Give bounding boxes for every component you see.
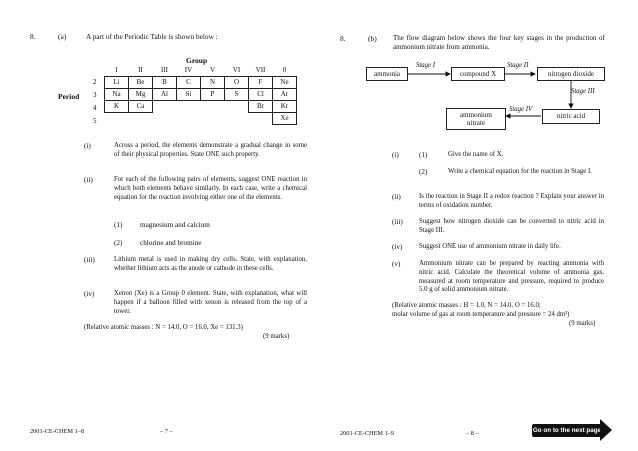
element-cell: O xyxy=(225,76,249,88)
group-header: I xyxy=(115,66,118,75)
subitem-label: (2) xyxy=(419,168,428,176)
element-cell: S xyxy=(225,88,249,100)
item-label: (i) xyxy=(84,142,91,150)
item-text: Suggest how nitrogen dioxide can be converted to nitric acid in Stage III. xyxy=(419,218,604,234)
atomic-masses: (Relative atomic masses : H = 1.0, N = 14.0, O = 16.0; xyxy=(392,302,541,309)
item-label: (i) xyxy=(392,151,399,159)
group-header: 0 xyxy=(282,66,287,75)
element-cell: Ne xyxy=(273,76,297,88)
element-cell: P xyxy=(201,88,225,100)
ammonium-nitrate-line2: nitrate xyxy=(467,119,485,127)
element-cell: Xe xyxy=(273,112,297,124)
period-number: 3 xyxy=(93,91,97,99)
group-header: V xyxy=(209,66,216,75)
footer-code: 2001-CE-CHEM 1–8 xyxy=(30,428,85,435)
atomic-masses: (Relative atomic masses : N = 14.0, O = 16.0, Xe = 131.3) xyxy=(84,324,243,331)
item-label: (ii) xyxy=(84,176,93,184)
next-page-button[interactable]: Go on to the next page xyxy=(532,424,602,437)
compound-x-box: compound X xyxy=(451,67,505,81)
element-cell: Si xyxy=(177,88,201,100)
item-text: Xenon (Xe) is a Group 0 element. State, with explanation, what will happen if a balloon filled with xenon is released from the top of a tower. xyxy=(114,290,307,315)
group-header: VI xyxy=(232,66,241,75)
footer-page: – 8 – xyxy=(466,430,479,437)
item-text: Across a period, the elements demonstrate a gradual change in some of their physical properties. State ONE such property. xyxy=(114,142,307,158)
item-label: (iv) xyxy=(392,243,403,251)
nitrogen-dioxide-box: nitrogen dioxide xyxy=(537,67,605,81)
element-cell: F xyxy=(249,76,273,88)
element-cell: Li xyxy=(105,76,129,88)
subitem-label: (1) xyxy=(419,151,428,159)
footer-page: – 7 – xyxy=(160,428,173,435)
element-cell: K xyxy=(105,100,129,112)
element-cell: Br xyxy=(249,100,273,112)
subitem-text: magnesium and calcium xyxy=(140,221,210,229)
part-label: (b) xyxy=(368,34,377,43)
intro-text: The flow diagram below shows the four key stages in the production of ammonium nitrate from ammonia. xyxy=(393,34,605,52)
item-text: Is the reaction in Stage II a redox reaction ? Explain your answer in terms of oxidation number. xyxy=(419,193,604,209)
ammonium-nitrate-box xyxy=(446,108,506,130)
ammonia-box: ammonia xyxy=(366,67,408,81)
subitem-label: (2) xyxy=(114,239,123,247)
ammonium-nitrate-line1: ammonium xyxy=(460,110,492,119)
group-header: VII xyxy=(255,66,266,75)
element-cell: Cl xyxy=(249,88,273,100)
element-cell: B xyxy=(153,76,177,88)
item-label: (iv) xyxy=(84,290,95,298)
marks: (9 marks) xyxy=(263,333,290,340)
period-label: Period xyxy=(58,92,80,101)
stage-2-label: Stage II xyxy=(507,62,529,69)
question-number: 8. xyxy=(30,32,36,41)
element-cell: Al xyxy=(153,88,177,100)
item-text: Give the name of X. xyxy=(448,151,504,158)
nitric-acid-box: nitric acid xyxy=(542,109,600,124)
item-text: Ammonium nitrate can be prepared by reacting ammonia with nitric acid. Calculate the theoretical volume of ammonia gas, measured at room temperature and pressure, required to produce 5.0 g of solid ammonium nitrate. xyxy=(419,260,604,294)
element-cell: Be xyxy=(129,76,153,88)
molar-volume: molar volume of gas at room temperature and pressure = 24 dm³) xyxy=(392,311,570,318)
element-cell: C xyxy=(177,76,201,88)
group-header: II xyxy=(138,66,143,75)
element-cell: Na xyxy=(105,88,129,100)
question-number: 8. xyxy=(340,34,346,43)
element-cell: Ar xyxy=(273,88,297,100)
stage-4-label: Stage IV xyxy=(509,106,533,113)
period-number: 5 xyxy=(93,117,97,125)
next-arrow-icon xyxy=(600,419,612,441)
element-cell: Mg xyxy=(129,88,153,100)
subitem-label: (1) xyxy=(114,221,123,229)
item-text: Write a chemical equation for the reaction in Stage I. xyxy=(448,168,592,175)
group-header: IV xyxy=(184,66,193,75)
item-label: (iii) xyxy=(392,218,403,226)
element-cell: Ca xyxy=(129,100,153,112)
intro-text: A part of the Periodic Table is shown below : xyxy=(86,32,218,41)
group-title: Group xyxy=(186,56,208,65)
marks: (9 marks) xyxy=(569,320,596,327)
stage-3-label: Stage III xyxy=(571,88,595,95)
item-label: (ii) xyxy=(392,193,401,201)
element-cell: Kr xyxy=(273,100,297,112)
footer-code: 2001-CE-CHEM 1–9 xyxy=(340,430,395,437)
item-label: (iii) xyxy=(84,256,95,264)
item-label: (v) xyxy=(392,260,401,268)
element-cell: N xyxy=(201,76,225,88)
period-number: 4 xyxy=(93,104,97,112)
item-text: Lithium metal is used in making dry cells. State, with explanation, whether lithium acts as the anode or cathode in these cells. xyxy=(114,256,307,272)
stage-1-label: Stage I xyxy=(416,62,436,69)
item-text: For each of the following pairs of elements, suggest ONE reaction in which both elements behave similarly. In each case, write a chemical equation for the reaction involving either one of the elements. xyxy=(114,176,307,201)
subitem-text: chlorine and bromine xyxy=(140,239,202,247)
group-header: III xyxy=(161,66,168,75)
part-label: (a) xyxy=(58,32,67,41)
period-number: 2 xyxy=(93,78,97,86)
item-text: Suggest ONE use of ammonium nitrate in daily life. xyxy=(419,243,561,250)
